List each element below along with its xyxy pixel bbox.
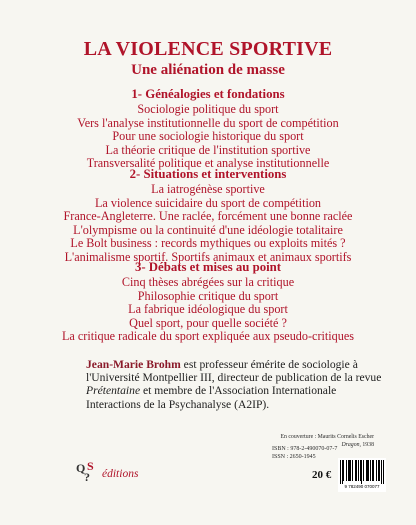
barcode-icon xyxy=(340,460,384,484)
toc-item: Pour une sociologie historique du sport xyxy=(112,129,304,144)
toc-item: La critique radicale du sport expliquée aux pseudo-critiques xyxy=(61,329,355,344)
toc-item: France-Angleterre. Une raclée, forcément une bonne raclée xyxy=(63,209,353,224)
toc-item: Philosophie critique du sport xyxy=(137,288,279,303)
toc-item: Le Bolt business : records mythiques ou exploits mités ? xyxy=(70,236,346,251)
toc-item: Sociologie politique du sport xyxy=(137,102,279,116)
isbn: ISBN : 978-2-490070-07-7 xyxy=(272,446,338,452)
toc-item: L'animalisme sportif. Sportifs animaux et animaux sportifs xyxy=(64,249,352,264)
toc-item: Vers l'analyse institutionnelle du sport de compétition xyxy=(77,115,339,130)
bio-text: est professeur émérite de sociologie à l'Université Montpellier III, directeur de publication de la revue xyxy=(86,358,382,385)
bio-text-end: et membre de l'Association Internationale Interactions de la Psychanalyse (A2IP). xyxy=(86,384,337,411)
toc-item: Transversalité politique et analyse institutionnelle xyxy=(86,156,330,171)
toc-item: L'olympisme ou la continuité d'une idéologie totalitaire xyxy=(73,222,343,237)
section-genealogies xyxy=(30,86,386,171)
barcode xyxy=(338,458,386,492)
issn: ISSN : 2650-1945 xyxy=(272,453,316,460)
section-situations xyxy=(30,166,386,265)
publisher-logo: Q S ? xyxy=(76,459,94,484)
toc-item: Cinq thèses abrégées sur la critique xyxy=(121,275,295,289)
section-debats xyxy=(30,259,386,344)
journal-name: Prétentaine xyxy=(86,384,141,398)
toc-item: La violence suicidaire du sport de compétition xyxy=(94,195,322,210)
toc-item: La iatrogénèse sportive xyxy=(151,182,265,196)
author-bio xyxy=(86,358,386,411)
section-heading: 3- Débats et mises au point xyxy=(134,260,282,274)
author-name: Jean-Marie Brohm xyxy=(86,358,181,371)
book-title: LA VIOLENCE SPORTIVE xyxy=(83,38,333,60)
section-heading: 1- Généalogies et fondations xyxy=(131,87,285,101)
publisher-name: éditions xyxy=(102,468,139,480)
toc-item: La fabrique idéologique du sport xyxy=(128,302,288,317)
cover-credit-line: En couverture : Maurits Cornelis Escher xyxy=(280,434,374,440)
isbn-block xyxy=(272,446,337,461)
price: 20 € xyxy=(312,469,332,481)
toc-item: Quel sport, pour quelle société ? xyxy=(129,315,287,330)
book-subtitle: Une aliénation de masse xyxy=(131,62,285,78)
toc-item: La théorie critique de l'institution sportive xyxy=(105,142,311,157)
barcode-number: 9 782490 070077 xyxy=(344,484,380,489)
cover-credit-work: Dragon, 1938 xyxy=(341,441,374,448)
section-heading: 2- Situations et interventions xyxy=(129,167,287,181)
